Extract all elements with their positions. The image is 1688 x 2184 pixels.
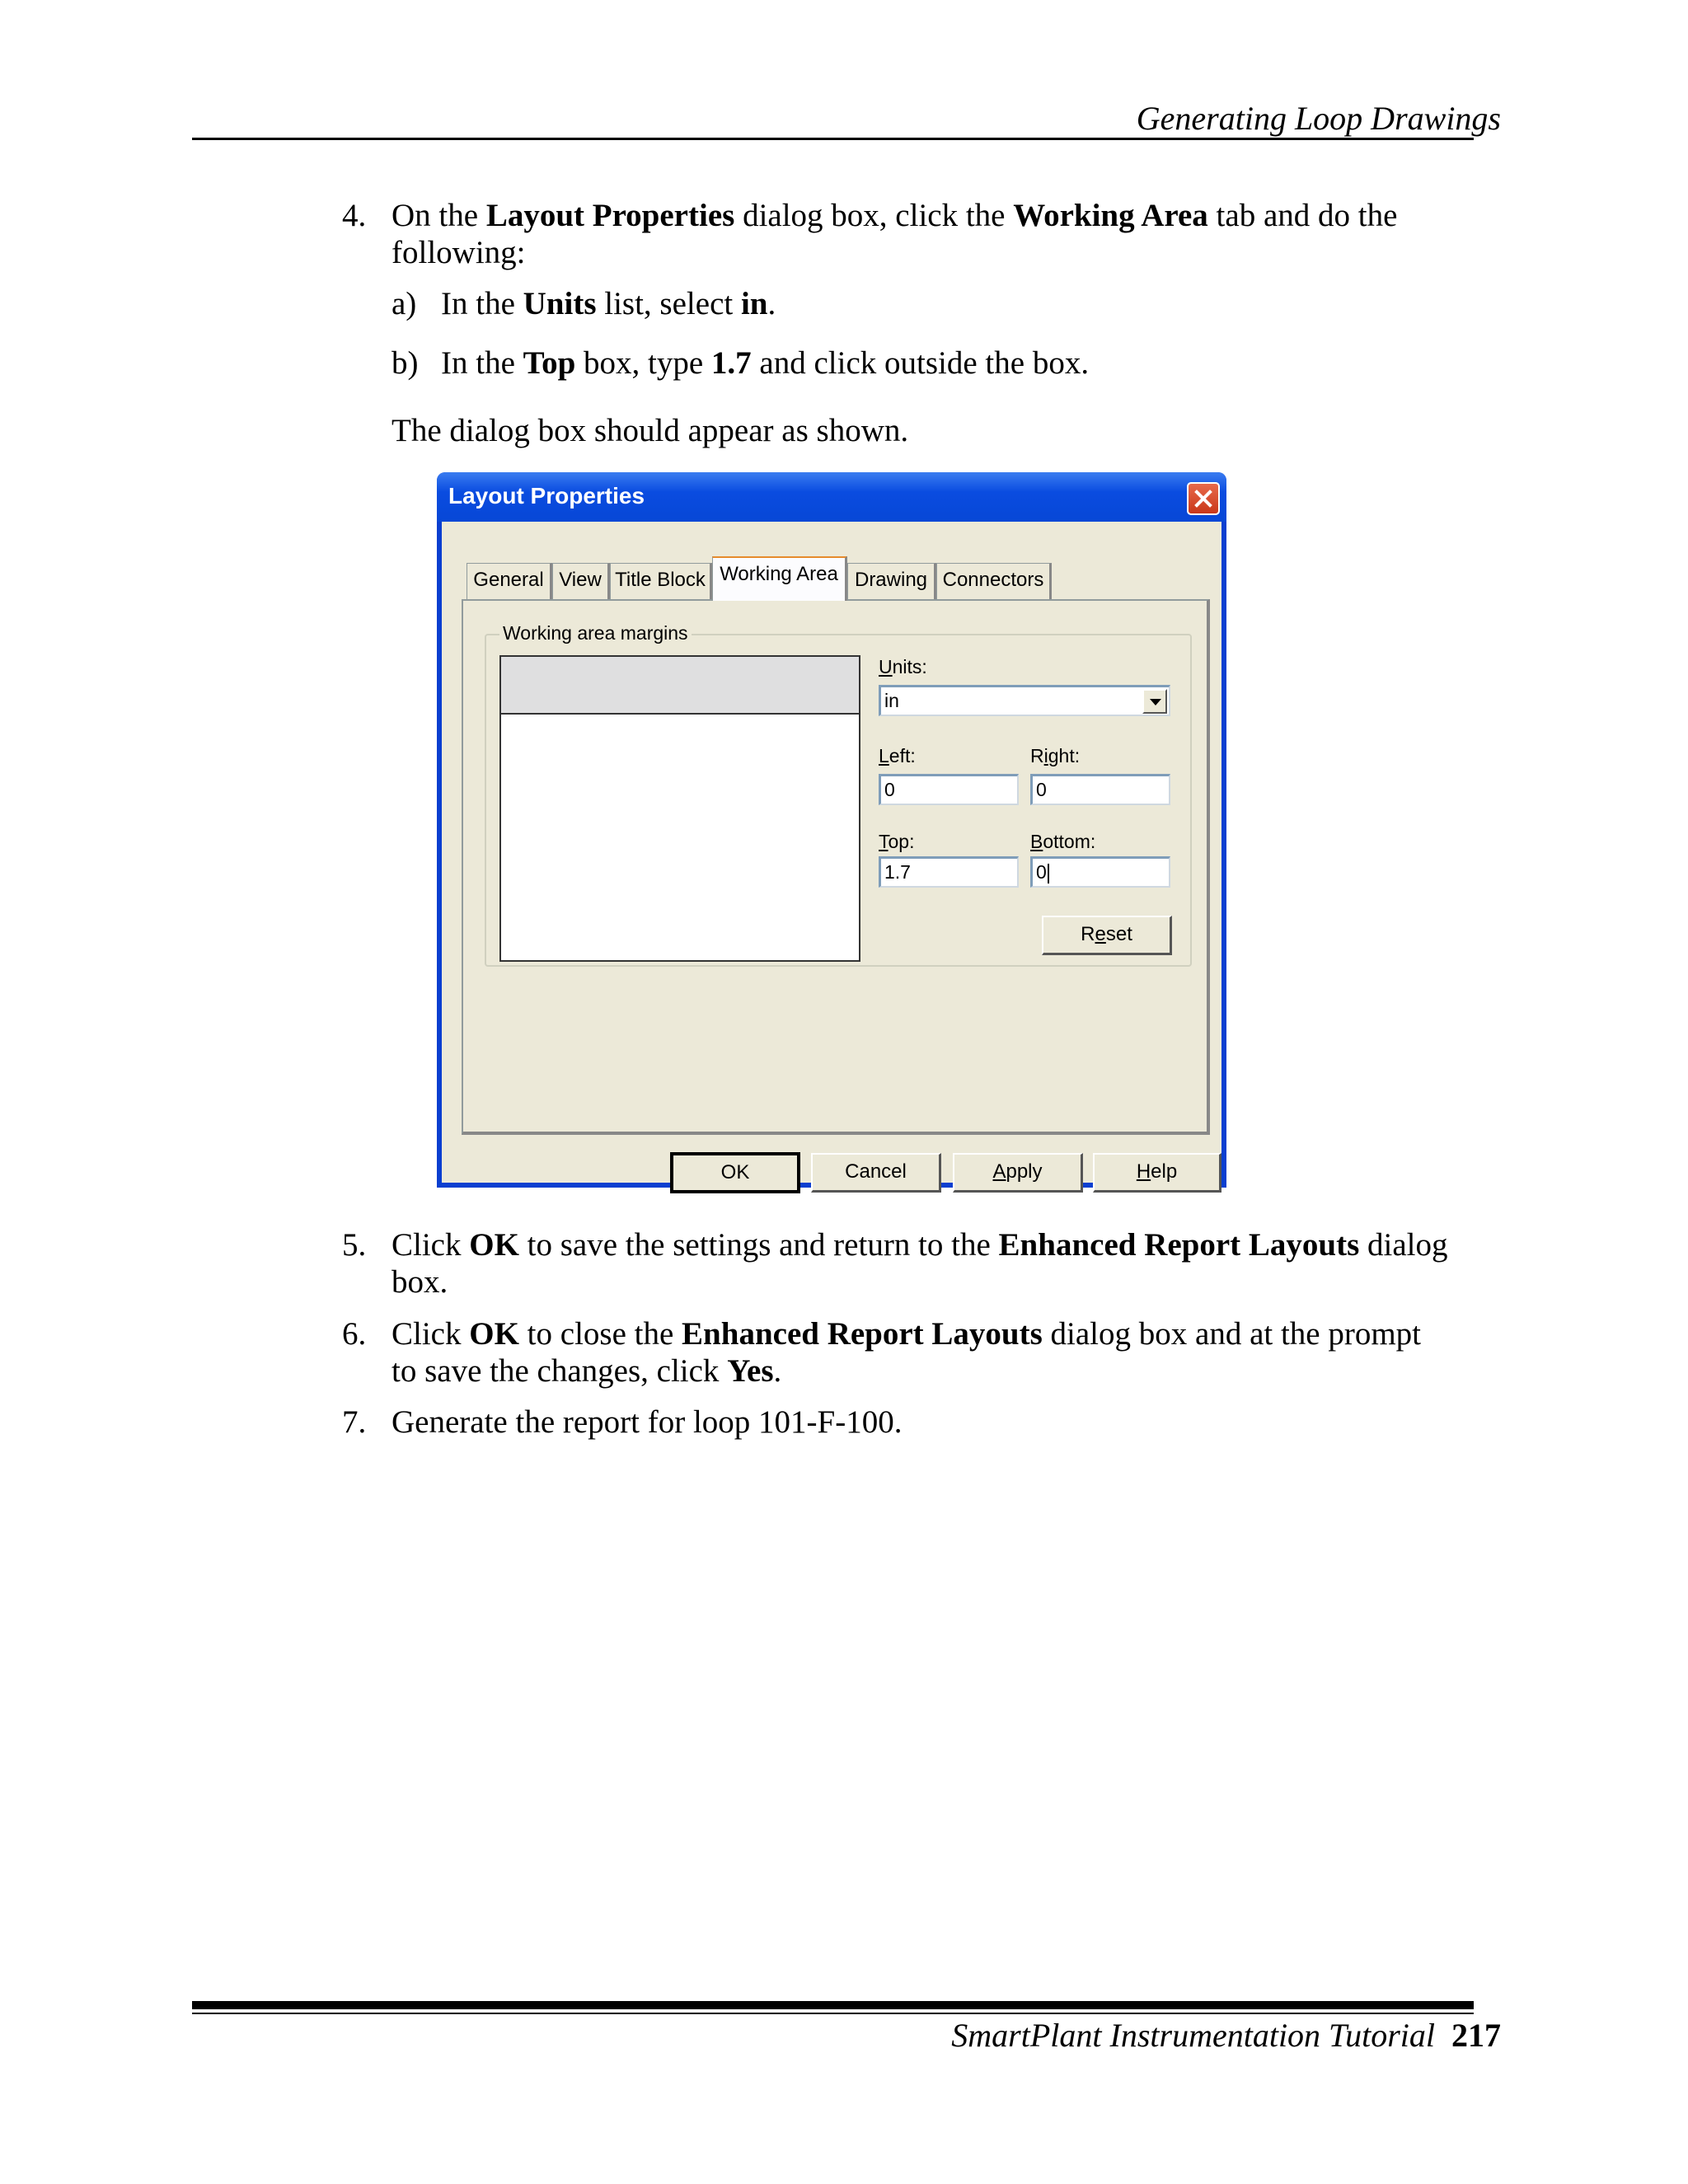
right-label: Right: [1030,745,1081,766]
step-7-text: Generate the report for loop 101-F-100. [392,1404,903,1440]
top-label: Top: [879,831,915,852]
step-4-text-line2: following: [392,235,526,270]
step-5-text-line2: box. [392,1264,448,1300]
footer-rule-thick [192,2001,1474,2009]
tab-general[interactable]: General [467,563,552,599]
step-5-number: 5. [342,1227,367,1263]
reset-button[interactable]: Reset [1042,916,1172,955]
step-4-number: 4. [342,198,367,233]
help-button[interactable]: Help [1093,1153,1221,1193]
running-footer: SmartPlant Instrumentation Tutorial 217 [951,2017,1501,2054]
working-area-panel [462,599,1210,1135]
step-5-text: Click OK to save the settings and return to the Enhanced Report Layouts dialog [392,1227,1448,1263]
working-area-margins-group [485,622,1192,967]
top-margin-preview [501,657,859,715]
units-value: in [884,690,899,711]
header-rule [192,138,1474,140]
step-4a-label: a) [392,286,417,321]
dialog-client [442,522,1221,1183]
left-label: Left: [879,745,916,766]
ok-button[interactable]: OK [671,1153,799,1193]
step-6-number: 6. [342,1316,367,1352]
units-select[interactable] [879,685,1170,716]
dialog-title: Layout Properties [448,483,645,509]
tab-drawing[interactable]: Drawing [847,563,936,599]
right-input[interactable]: 0 [1030,774,1170,805]
step-6-text: Click OK to close the Enhanced Report Layouts dialog box and at the prompt [392,1316,1422,1352]
step-4b-text: In the Top box, type 1.7 and click outside the box. [441,345,1090,381]
tab-view[interactable]: View [552,563,610,599]
top-input[interactable]: 1.7 [879,856,1019,888]
footer-rule-thin [192,2013,1474,2014]
tab-connectors[interactable]: Connectors [936,563,1052,599]
layout-properties-dialog [437,472,1226,1188]
tab-working-area[interactable]: Working Area [712,556,847,601]
tab-title-block[interactable]: Title Block [610,563,712,599]
bottom-label: Bottom: [1030,831,1096,852]
step-4b-label: b) [392,345,419,381]
step-6-text-line2: to save the changes, click Yes. [392,1353,782,1389]
margin-preview [499,655,860,962]
text-cursor [1048,864,1049,883]
step-4-text: On the Layout Properties dialog box, click the Working Area tab and do the [392,198,1398,233]
dialog-titlebar[interactable] [437,472,1226,522]
cancel-button[interactable]: Cancel [811,1153,941,1193]
step-7-number: 7. [342,1404,367,1440]
running-header: Generating Loop Drawings [1136,100,1501,137]
left-input[interactable]: 0 [879,774,1019,805]
bottom-input[interactable]: 0 [1030,856,1170,888]
group-label: Working area margins [499,621,692,645]
apply-button[interactable]: Apply [953,1153,1083,1193]
step-4a-text: In the Units list, select in. [441,286,776,321]
page-number: 217 [1451,2017,1501,2054]
step-4-note: The dialog box should appear as shown. [392,413,909,448]
chevron-down-icon[interactable] [1142,689,1167,714]
close-icon [1194,490,1212,508]
close-button[interactable] [1187,482,1220,515]
units-label: Units: [879,656,927,677]
